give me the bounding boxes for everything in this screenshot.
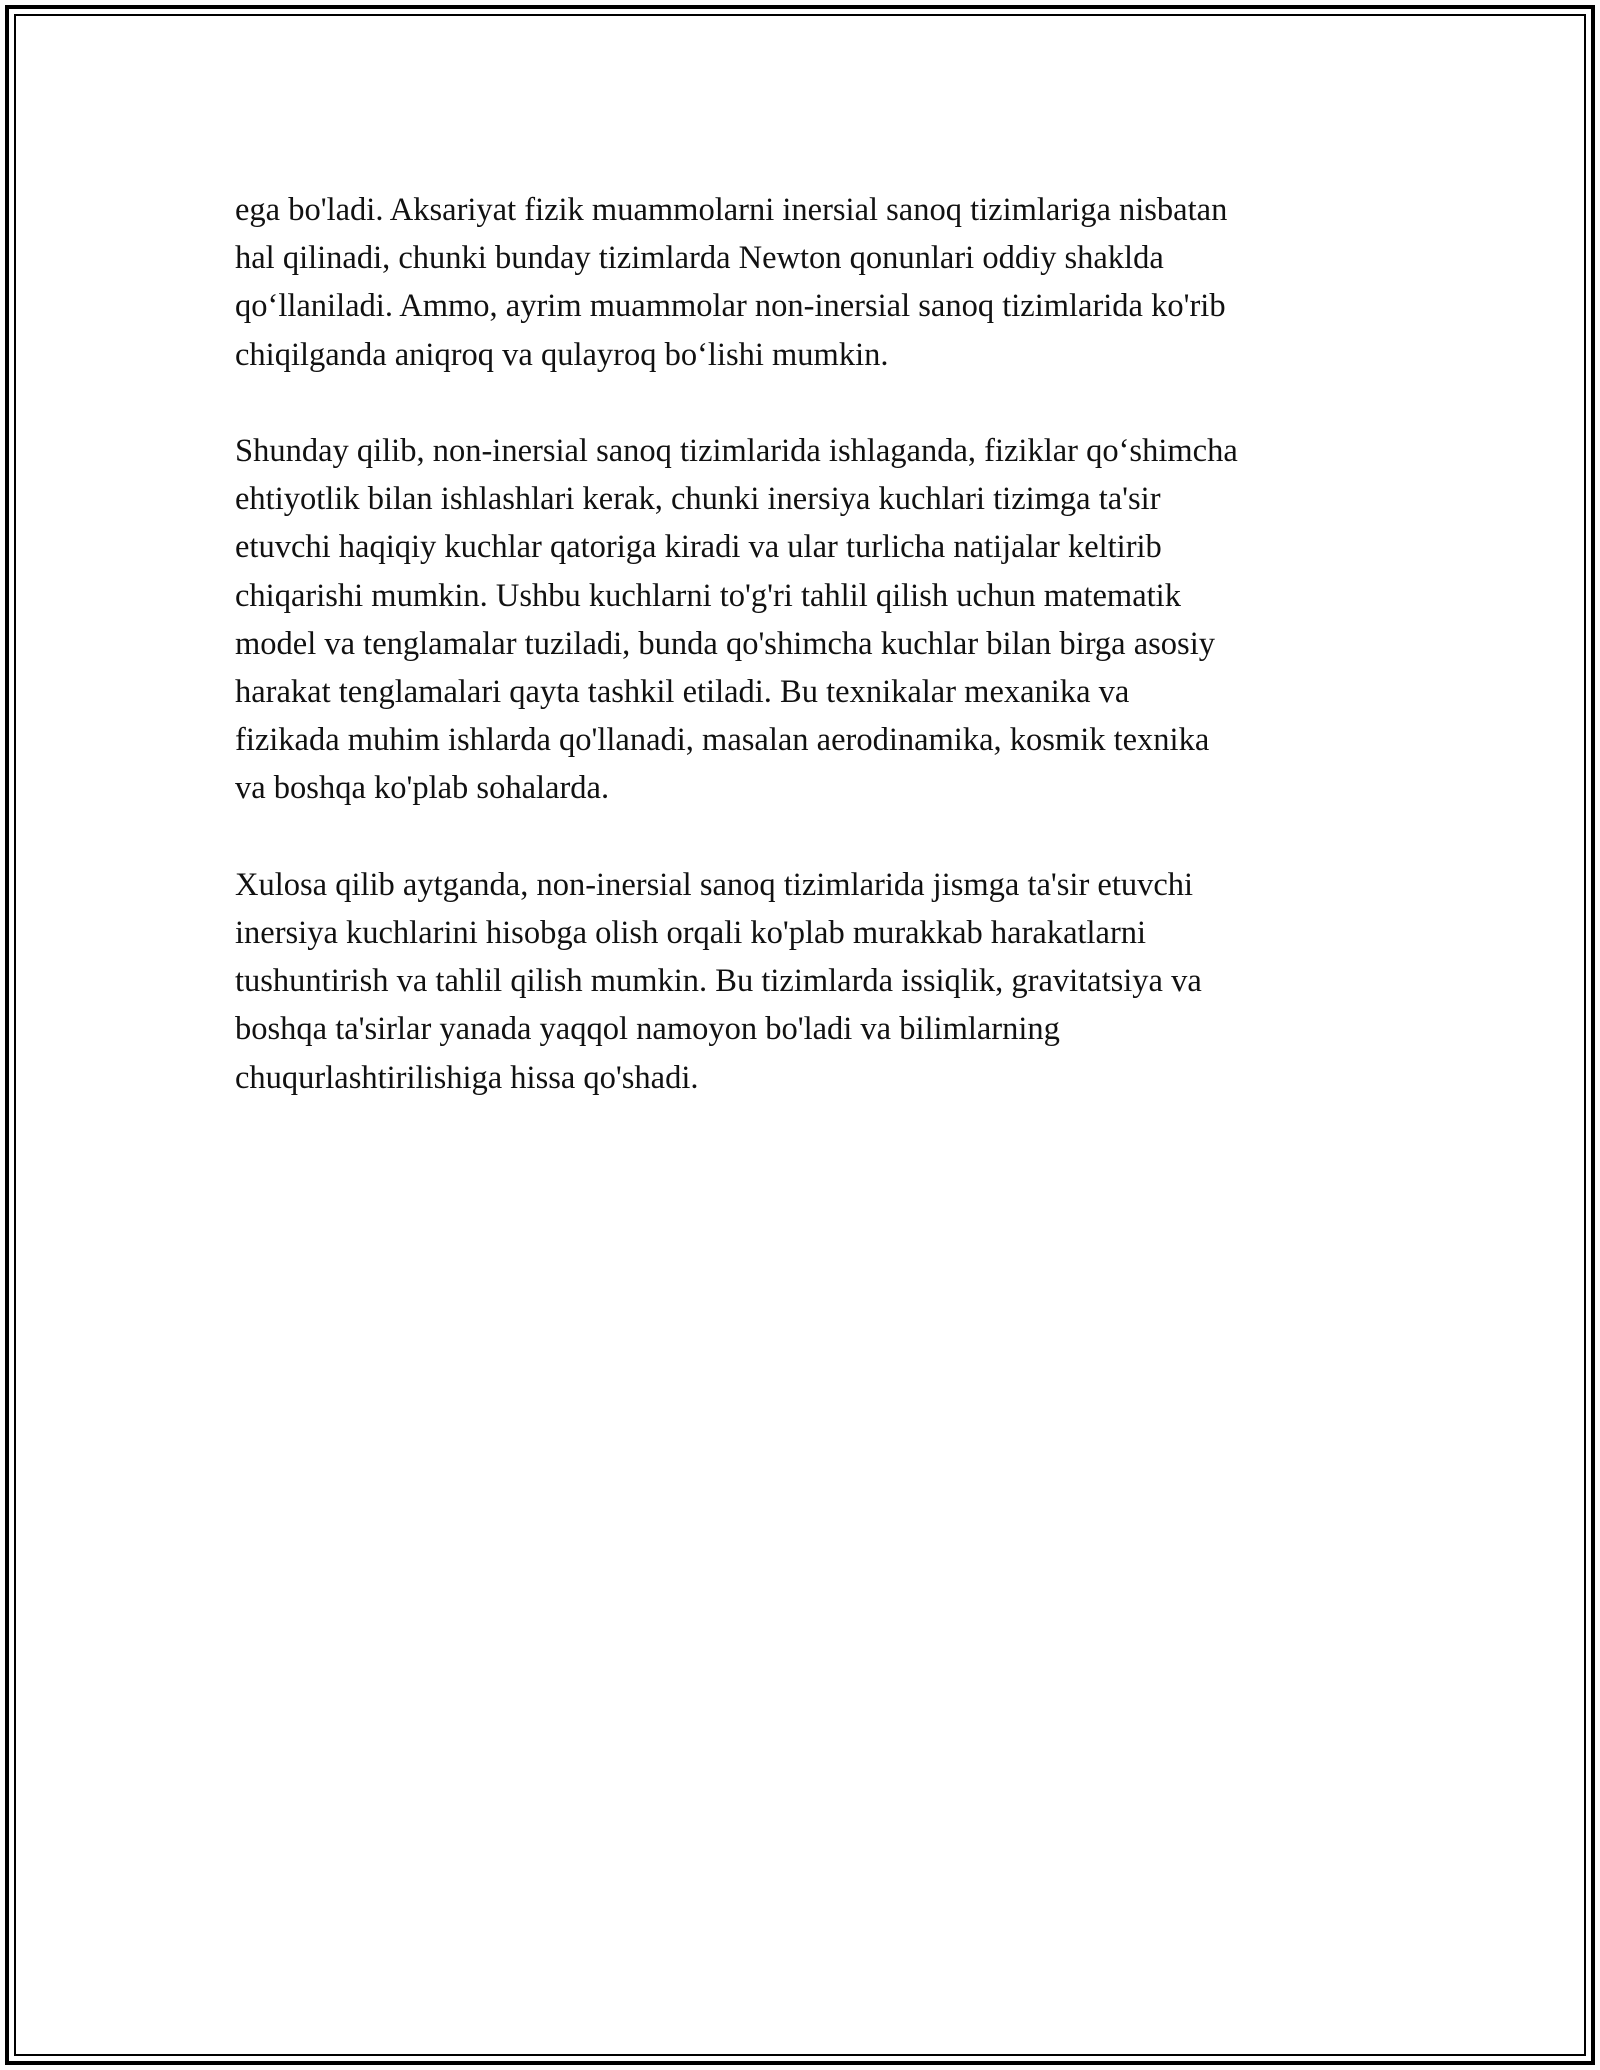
paragraph-2: Shunday qilib, non-inersial sanoq tizimlarida ishlaganda, fiziklar qo‘shimcha ehtiyotlik bilan ishlashlari kerak, chunki inersiya kuchlari tizimga ta'sir etuvchi haqiqiy kuchlar qatoriga kiradi va ular turlicha natijalar keltirib chiqarishi mumkin. Ushbu kuchlarni to'g'ri tahlil qilish uchun matematik model va tenglamalar tuziladi, bunda qo'shimcha kuchlar bilan birga asosiy harakat tenglamalari qayta tashkil etiladi. Bu texnikalar mexanika va fizikada muhim ishlarda qo'llanadi, masalan aerodinamika, kosmik texnika va boshqa ko'plab sohalarda.: [235, 433, 1238, 807]
paragraph-1: ega bo'ladi. Aksariyat fizik muammolarni inersial sanoq tizimlariga nisbatan hal qilinadi, chunki bunday tizimlarda Newton qonunlari oddiy shaklda qo‘llaniladi. Ammo, ayrim muammolar non-inersial sanoq tizimlarida ko'rib chiqilganda aniqroq va qulayroq bo‘lishi mumkin.: [235, 192, 1228, 373]
document-body: [235, 186, 1385, 1150]
paragraph-3: Xulosa qilib aytganda, non-inersial sanoq tizimlarida jismga ta'sir etuvchi inersiya kuchlarini hisobga olish orqali ko'plab murakkab harakatlarni tushuntirish va tahlil qilish mumkin. Bu tizimlarda issiqlik, gravitatsiya va boshqa ta'sirlar yanada yaqqol namoyon bo'ladi va bilimlarning chuqurlashtirilishiga hissa qo'shadi.: [235, 866, 1202, 1096]
